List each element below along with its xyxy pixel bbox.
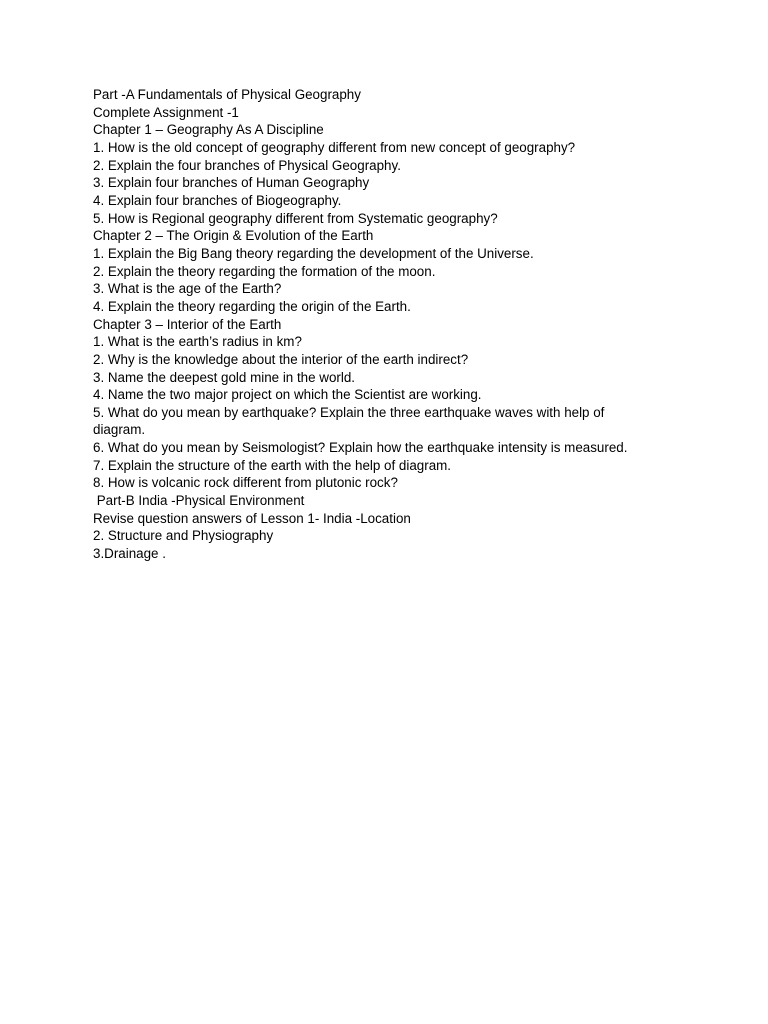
chapter-1-question: 4. Explain four branches of Biogeography. <box>93 192 342 208</box>
chapter-1-question: 3. Explain four branches of Human Geography <box>93 175 370 191</box>
chapter-1-question: 1. How is the old concept of geography different from new concept of geography? <box>93 139 576 155</box>
chapter-3-question: 1. What is the earth’s radius in km? <box>93 334 302 350</box>
assignment-title: Complete Assignment -1 <box>93 104 239 120</box>
chapter-2-question: 4. Explain the theory regarding the origin of the Earth. <box>93 298 411 314</box>
chapter-2-question: 3. What is the age of the Earth? <box>93 281 282 297</box>
revision-item: 3.Drainage . <box>93 546 166 562</box>
chapter-3-question: 6. What do you mean by Seismologist? Explain how the earthquake intensity is measured. <box>93 440 628 456</box>
chapter-3-question-continued: diagram. <box>93 422 146 438</box>
chapter-2-question: 1. Explain the Big Bang theory regarding the development of the Universe. <box>93 245 534 261</box>
chapter-3-question: 3. Name the deepest gold mine in the world. <box>93 369 356 385</box>
chapter-1-heading: Chapter 1 – Geography As A Discipline <box>93 122 324 138</box>
revision-instruction: Revise question answers of Lesson 1- India -Location <box>93 510 411 526</box>
chapter-3-question: 7. Explain the structure of the earth with the help of diagram. <box>93 457 452 473</box>
part-b-heading: Part-B India -Physical Environment <box>93 493 305 509</box>
chapter-3-question: 8. How is volcanic rock different from plutonic rock? <box>93 475 398 491</box>
chapter-3-question: 2. Why is the knowledge about the interior of the earth indirect? <box>93 351 469 367</box>
chapter-3-question: 4. Name the two major project on which the Scientist are working. <box>93 387 482 403</box>
chapter-3-question: 5. What do you mean by earthquake? Explain the three earthquake waves with help of <box>93 404 605 420</box>
chapter-3-heading: Chapter 3 – Interior of the Earth <box>93 316 282 332</box>
revision-item: 2. Structure and Physiography <box>93 528 274 544</box>
document-page <box>93 86 733 563</box>
chapter-1-question: 5. How is Regional geography different from Systematic geography? <box>93 210 498 226</box>
chapter-2-question: 2. Explain the theory regarding the formation of the moon. <box>93 263 436 279</box>
part-a-heading: Part -A Fundamentals of Physical Geography <box>93 87 361 102</box>
chapter-1-question: 2. Explain the four branches of Physical Geography. <box>93 157 401 173</box>
chapter-2-heading: Chapter 2 – The Origin & Evolution of the Earth <box>93 228 374 244</box>
